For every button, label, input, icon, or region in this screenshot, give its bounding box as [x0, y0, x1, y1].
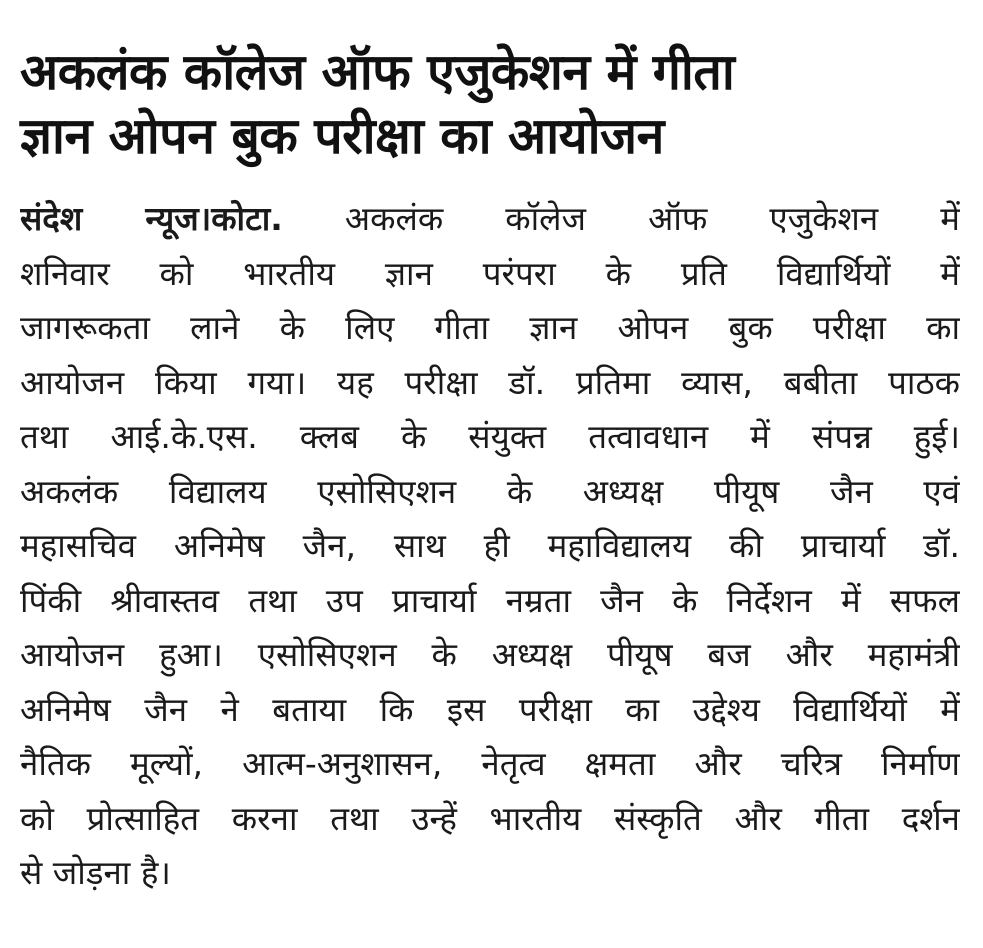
body-line-8: पिंकी श्रीवास्तव तथा उप प्राचार्या नम्रता जैन के निर्देशन में सफल [20, 580, 960, 620]
body-line-3: जागरूकता लाने के लिए गीता ज्ञान ओपन बुक परीक्षा का [20, 308, 960, 347]
body-line-1 [20, 192, 960, 247]
body-line-7: महासचिव अनिमेष जैन, साथ ही महाविद्यालय की प्राचार्या डॉ. [20, 526, 960, 565]
body-line-13: से जोड़ना है। [20, 853, 171, 892]
body-line-4: आयोजन किया गया। यह परीक्षा डॉ. प्रतिमा व्यास, बबीता पाठक [20, 362, 960, 402]
body-line-9: आयोजन हुआ। एसोसिएशन के अध्यक्ष पीयूष बज और महामंत्री [20, 635, 960, 674]
body-line-1-text: अकलंक कॉलेज ऑफ एजुकेशन में [282, 199, 960, 238]
body-line-6: अकलंक विद्यालय एसोसिएशन के अध्यक्ष पीयूष जैन एवं [20, 471, 960, 511]
headline [20, 40, 960, 168]
body-line-12: को प्रोत्साहित करना तथा उन्हें भारतीय संस्कृति और गीता दर्शन [20, 798, 960, 838]
news-article [20, 40, 960, 901]
headline-line-2: ज्ञान ओपन बुक परीक्षा का आयोजन [20, 107, 664, 165]
body-line-5: तथा आई.के.एस. क्लब के संयुक्त तत्वावधान में संपन्न हुई। [20, 417, 960, 456]
article-body [20, 192, 960, 901]
dateline: संदेश न्यूज।कोटा. [20, 199, 283, 238]
body-line-2: शनिवार को भारतीय ज्ञान परंपरा के प्रति विद्यार्थियों में [20, 253, 960, 293]
body-line-10: अनिमेष जैन ने बताया कि इस परीक्षा का उद्देश्य विद्यार्थियों में [20, 689, 960, 729]
body-line-11: नैतिक मूल्यों, आत्म-अनुशासन, नेतृत्व क्षमता और चरित्र निर्माण [20, 744, 960, 783]
headline-line-1: अकलंक कॉलेज ऑफ एजुकेशन में गीता [20, 43, 735, 101]
